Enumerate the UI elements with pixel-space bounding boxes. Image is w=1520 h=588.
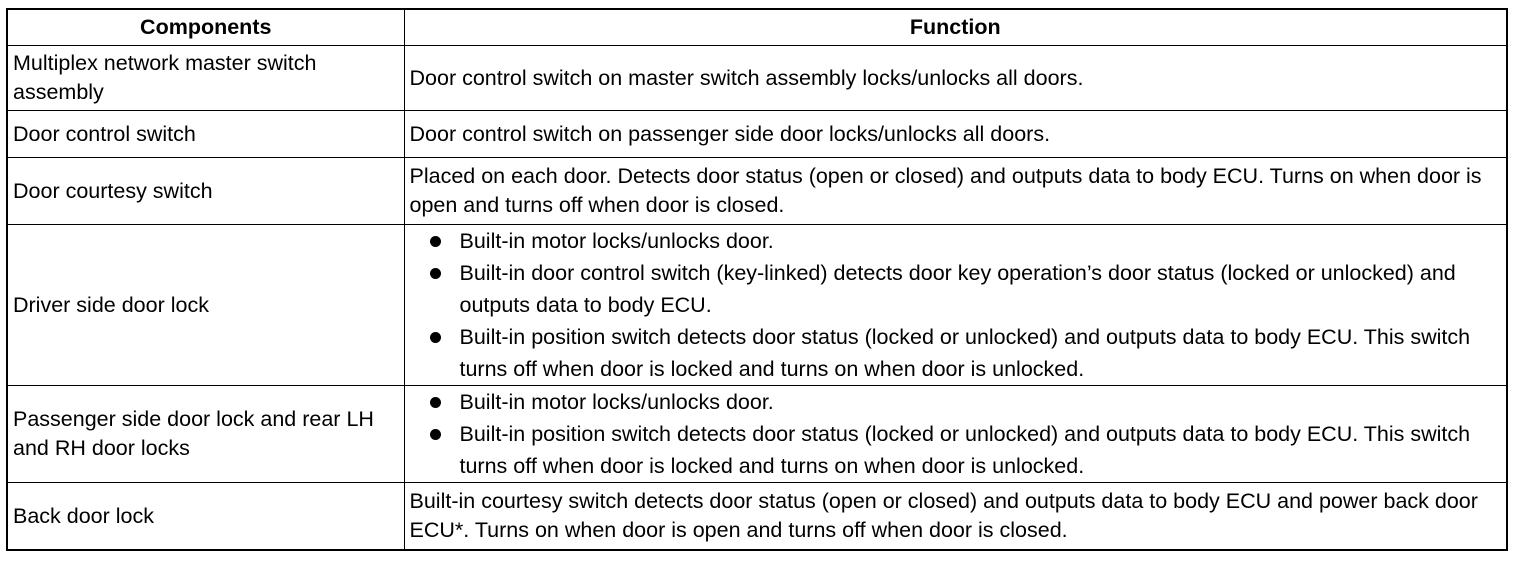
bullet-item [410,386,1502,418]
component-cell: Driver side door lock [7,225,404,386]
bullet-icon [430,268,441,279]
table-row [7,111,1507,158]
bullet-list [410,386,1502,482]
header-components: Components [7,9,404,46]
function-cell [404,225,1507,386]
bullet-item [410,257,1502,321]
bullet-text: Built-in motor locks/unlocks door. [459,229,774,253]
function-cell: Door control switch on master switch assembly locks/unlocks all doors. [404,46,1507,111]
function-cell: Placed on each door. Detects door status (open or closed) and outputs data to body ECU. Turns on when door is open and turns off when door is closed. [404,158,1507,225]
components-function-table [6,8,1508,551]
bullet-text: Built-in position switch detects door status (locked or unlocked) and outputs data to body ECU. This switch turns off when door is locked and turns on when door is unlocked. [459,325,1471,381]
table-row [7,483,1507,551]
component-cell: Door control switch [7,111,404,158]
bullet-text: Built-in door control switch (key-linked) detects door key operation’s door status (locked or unlocked) and outputs data to body ECU. [459,261,1456,317]
table-row [7,386,1507,483]
bullet-text: Built-in motor locks/unlocks door. [459,390,774,414]
bullet-item [410,225,1502,257]
component-cell: Passenger side door lock and rear LH and RH door locks [7,386,404,483]
bullet-icon [430,332,441,343]
function-cell [404,386,1507,483]
component-cell: Back door lock [7,483,404,551]
bullet-icon [430,236,441,247]
bullet-list [410,225,1502,385]
table-row [7,158,1507,225]
component-cell: Door courtesy switch [7,158,404,225]
bullet-icon [430,429,441,440]
header-function: Function [404,9,1507,46]
bullet-text: Built-in position switch detects door status (locked or unlocked) and outputs data to body ECU. This switch turns off when door is locked and turns on when door is unlocked. [459,422,1471,478]
bullet-icon [430,397,441,408]
bullet-item [410,418,1502,482]
function-cell: Built-in courtesy switch detects door status (open or closed) and outputs data to body ECU and power back door ECU*. Turns on when door is open and turns off when door is closed. [404,483,1507,551]
header-row [7,9,1507,46]
bullet-item [410,321,1502,385]
table-row [7,46,1507,111]
table-row [7,225,1507,386]
function-cell: Door control switch on passenger side door locks/unlocks all doors. [404,111,1507,158]
component-cell: Multiplex network master switch assembly [7,46,404,111]
